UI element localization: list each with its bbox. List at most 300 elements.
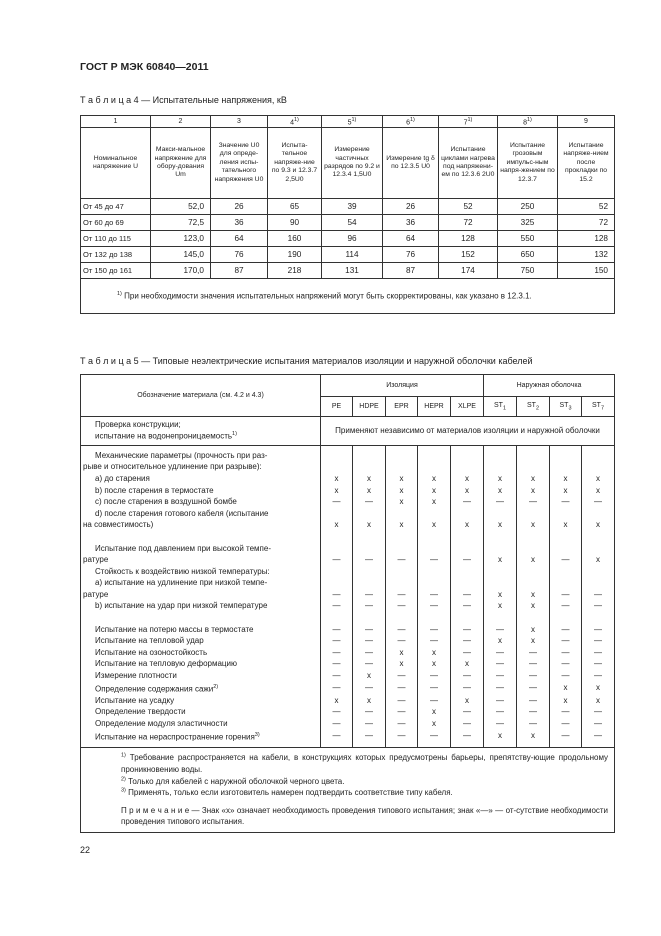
cell: 65: [268, 199, 322, 215]
cell: [321, 577, 353, 589]
test-label: a) до старения: [81, 473, 321, 485]
cell: 64: [383, 231, 439, 247]
cell: 145,0: [151, 247, 211, 263]
cell: x: [550, 519, 582, 531]
cell: 128: [439, 231, 498, 247]
cell: 132: [558, 247, 615, 263]
cell: —: [517, 706, 550, 718]
cell: —: [517, 670, 550, 682]
cell: —: [353, 718, 386, 730]
cell: 36: [383, 215, 439, 231]
cell: —: [353, 600, 386, 612]
cell: [353, 566, 386, 578]
cell: —: [418, 589, 451, 601]
table-row: [81, 682, 615, 695]
cell: [353, 508, 386, 520]
material-header: $ST_3$: [550, 397, 582, 417]
table-row: [81, 612, 615, 624]
row-label: От 150 до 161: [81, 263, 151, 279]
cell: [418, 543, 451, 555]
column-header: Значение U0 для опреде-ления испы-тательного напряжения U0: [211, 128, 268, 199]
cell: [451, 461, 484, 473]
column-header: Испыта-тельное напряже-ние по 9.3 и 12.3.7 2,5U0: [268, 128, 322, 199]
table-row: [81, 730, 615, 743]
test-voltages-table: [80, 115, 615, 314]
table-row: [81, 566, 615, 578]
cell: [451, 612, 484, 624]
col-number: 3: [211, 116, 268, 128]
cell: [418, 577, 451, 589]
cell: x: [418, 485, 451, 497]
material-column-header: Обозначение материала (см. 4.2 и 4.3): [81, 375, 321, 417]
cell: [418, 531, 451, 543]
cell: —: [451, 647, 484, 659]
table4-caption: Т а б л и ц а 4 — Испытательные напряжения, кВ: [80, 95, 287, 105]
cell: —: [484, 706, 517, 718]
cell: x: [321, 519, 353, 531]
cell: [484, 543, 517, 555]
cell: [418, 566, 451, 578]
cell: 650: [498, 247, 558, 263]
cell: —: [321, 589, 353, 601]
cell: x: [353, 473, 386, 485]
cell: —: [386, 682, 418, 695]
cell: x: [484, 473, 517, 485]
cell: x: [418, 706, 451, 718]
cell: —: [582, 600, 615, 612]
cell: —: [386, 600, 418, 612]
cell: 750: [498, 263, 558, 279]
table-row: [81, 496, 615, 508]
cell: 72,5: [151, 215, 211, 231]
cell: —: [353, 496, 386, 508]
cell: [550, 577, 582, 589]
material-header: HDPE: [353, 397, 386, 417]
cell: [550, 566, 582, 578]
cell: x: [321, 473, 353, 485]
cell: 87: [211, 263, 268, 279]
cell: —: [353, 682, 386, 695]
cell: —: [386, 635, 418, 647]
col-number: 8$^{1)}$: [498, 116, 558, 128]
cell: 72: [439, 215, 498, 231]
non-electrical-tests-table: [80, 374, 615, 833]
cell: —: [451, 718, 484, 730]
cell: —: [353, 647, 386, 659]
cell: —: [321, 706, 353, 718]
cell: 114: [322, 247, 383, 263]
cell: [353, 543, 386, 555]
cell: x: [353, 485, 386, 497]
table-row: [81, 199, 615, 215]
table-row: [81, 718, 615, 730]
cell: x: [418, 473, 451, 485]
cell: x: [386, 496, 418, 508]
cell: [321, 566, 353, 578]
cell: [484, 508, 517, 520]
test-label: c) после старения в воздушной бомбе: [81, 496, 321, 508]
design-check-note: Применяют независимо от материалов изоляции и наружной оболочки: [321, 417, 615, 446]
cell: 170,0: [151, 263, 211, 279]
cell: 54: [322, 215, 383, 231]
cell: —: [418, 554, 451, 566]
col-number: 2: [151, 116, 211, 128]
cell: x: [517, 589, 550, 601]
cell: x: [517, 473, 550, 485]
test-label: b) испытание на удар при низкой температуре: [81, 600, 321, 612]
table-row: [81, 485, 615, 497]
cell: [451, 531, 484, 543]
cell: —: [321, 635, 353, 647]
cell: x: [451, 658, 484, 670]
cell: x: [484, 600, 517, 612]
cell: —: [484, 647, 517, 659]
cell: —: [386, 624, 418, 636]
cell: [386, 577, 418, 589]
cell: —: [550, 554, 582, 566]
cell: x: [451, 473, 484, 485]
table-row: [81, 635, 615, 647]
cell: 218: [268, 263, 322, 279]
cell: x: [353, 519, 386, 531]
cell: x: [451, 695, 484, 707]
cell: [517, 531, 550, 543]
cell: x: [418, 496, 451, 508]
cell: —: [451, 682, 484, 695]
cell: —: [582, 496, 615, 508]
cell: x: [418, 718, 451, 730]
cell: —: [386, 718, 418, 730]
cell: —: [451, 730, 484, 743]
table-row: [81, 531, 615, 543]
cell: [418, 450, 451, 462]
cell: —: [550, 600, 582, 612]
cell: —: [484, 695, 517, 707]
insulation-group-header: Изоляция: [321, 375, 484, 397]
table-note: П р и м е ч а н и е — Знак «x» означает необходимость проведения типового испытания; знак «—» — от-сутствие необходимости проведения типового испытания.: [121, 805, 609, 827]
cell: —: [550, 647, 582, 659]
cell: —: [484, 496, 517, 508]
row-label: От 45 до 47: [81, 199, 151, 215]
test-label: Измерение плотности: [81, 670, 321, 682]
table-row: [81, 231, 615, 247]
cell: 150: [558, 263, 615, 279]
cell: x: [517, 624, 550, 636]
table-row: [81, 589, 615, 601]
cell: 76: [211, 247, 268, 263]
cell: [550, 461, 582, 473]
cell: 160: [268, 231, 322, 247]
cell: [321, 612, 353, 624]
cell: [484, 577, 517, 589]
cell: x: [550, 695, 582, 707]
cell: x: [582, 473, 615, 485]
cell: 52,0: [151, 199, 211, 215]
test-label: Стойкость к воздействию низкой температуры:: [81, 566, 321, 578]
cell: —: [517, 718, 550, 730]
cell: [451, 508, 484, 520]
material-header: PE: [321, 397, 353, 417]
cell: —: [386, 730, 418, 743]
cell: [517, 543, 550, 555]
cell: [484, 566, 517, 578]
cell: x: [582, 485, 615, 497]
cell: —: [484, 670, 517, 682]
cell: —: [386, 695, 418, 707]
test-label: Испытание на озоностойкость: [81, 647, 321, 659]
cell: [451, 577, 484, 589]
cell: —: [451, 635, 484, 647]
test-label: Определение содержания сажи$^{2)}$: [81, 682, 321, 695]
design-check-label: Проверка конструкции; испытание на водонепроницаемость$^{1)}$: [81, 417, 321, 446]
table5-caption: Т а б л и ц а 5 — Типовые неэлектрические испытания материалов изоляции и наружной оболочки кабелей: [80, 356, 533, 366]
table-row: [81, 543, 615, 555]
cell: [353, 531, 386, 543]
cell: —: [353, 589, 386, 601]
cell: 52: [439, 199, 498, 215]
cell: x: [386, 647, 418, 659]
cell: [550, 531, 582, 543]
cell: —: [582, 658, 615, 670]
test-label: Испытание под давлением при высокой темпе-: [81, 543, 321, 555]
cell: [321, 531, 353, 543]
col-number: 6$^{1)}$: [383, 116, 439, 128]
cell: —: [353, 635, 386, 647]
col-number: 1: [81, 116, 151, 128]
cell: —: [451, 706, 484, 718]
material-header: XLPE: [451, 397, 484, 417]
cell: —: [353, 658, 386, 670]
cell: —: [418, 730, 451, 743]
table-row: [81, 247, 615, 263]
test-label: [81, 612, 321, 624]
cell: —: [582, 589, 615, 601]
cell: [517, 566, 550, 578]
table-row: [81, 215, 615, 231]
cell: x: [484, 589, 517, 601]
cell: [484, 461, 517, 473]
cell: —: [418, 682, 451, 695]
table-row: [81, 508, 615, 520]
test-label: Испытание на усадку: [81, 695, 321, 707]
cell: x: [550, 473, 582, 485]
cell: [353, 577, 386, 589]
column-header: Измерение tg δ по 12.3.5 U0: [383, 128, 439, 199]
table-row: [81, 695, 615, 707]
column-header: Номинальное напряжение U: [81, 128, 151, 199]
cell: —: [582, 624, 615, 636]
column-header: Макси-мальное напряжение для обору-дования Um: [151, 128, 211, 199]
cell: x: [550, 485, 582, 497]
col-number: 9: [558, 116, 615, 128]
cell: 96: [322, 231, 383, 247]
cell: —: [484, 718, 517, 730]
cell: x: [582, 682, 615, 695]
table-row: [81, 647, 615, 659]
cell: x: [484, 554, 517, 566]
cell: [582, 450, 615, 462]
cell: —: [582, 635, 615, 647]
cell: [353, 450, 386, 462]
test-label: Определение твердости: [81, 706, 321, 718]
cell: x: [353, 670, 386, 682]
cell: —: [418, 635, 451, 647]
test-label: Испытание на нераспространение горения$^{3)}$: [81, 730, 321, 743]
cell: —: [550, 670, 582, 682]
row-label: От 132 до 138: [81, 247, 151, 263]
cell: 72: [558, 215, 615, 231]
cell: x: [582, 695, 615, 707]
cell: x: [517, 635, 550, 647]
cell: x: [582, 554, 615, 566]
test-label: ратуре: [81, 589, 321, 601]
cell: 152: [439, 247, 498, 263]
cell: [550, 543, 582, 555]
cell: —: [451, 554, 484, 566]
cell: —: [550, 718, 582, 730]
row-label: От 60 до 69: [81, 215, 151, 231]
cell: —: [582, 670, 615, 682]
cell: x: [484, 519, 517, 531]
cell: —: [321, 718, 353, 730]
cell: x: [386, 485, 418, 497]
cell: —: [517, 658, 550, 670]
cell: —: [386, 589, 418, 601]
footnote: $^{2)}$ Только для кабелей с наружной оболочкой черного цвета.: [121, 775, 345, 786]
cell: x: [582, 519, 615, 531]
cell: x: [484, 485, 517, 497]
cell: —: [582, 706, 615, 718]
footnote: $^{1)}$ Требование распространяется на кабели, в конструкциях которых предусмотрены барьеры, препятству-ющие продольному проникновению воды.: [121, 752, 609, 774]
cell: —: [353, 554, 386, 566]
table5-footnotes: [81, 748, 615, 833]
cell: —: [418, 624, 451, 636]
cell: —: [484, 658, 517, 670]
cell: —: [550, 496, 582, 508]
table-row: [81, 600, 615, 612]
page-number: 22: [80, 845, 91, 855]
cell: 76: [383, 247, 439, 263]
cell: 174: [439, 263, 498, 279]
cell: 87: [383, 263, 439, 279]
cell: —: [386, 554, 418, 566]
cell: [517, 612, 550, 624]
test-label: Испытание на тепловую деформацию: [81, 658, 321, 670]
cell: x: [451, 519, 484, 531]
cell: x: [321, 485, 353, 497]
cell: —: [321, 600, 353, 612]
cell: [451, 566, 484, 578]
test-label: рыве и относительное удлинение при разрыве):: [81, 461, 321, 473]
cell: —: [582, 647, 615, 659]
cell: [386, 461, 418, 473]
table-row: [81, 624, 615, 636]
cell: —: [353, 706, 386, 718]
cell: x: [386, 519, 418, 531]
test-label: Испытание на потерю массы в термостате: [81, 624, 321, 636]
cell: [321, 508, 353, 520]
cell: 131: [322, 263, 383, 279]
cell: 26: [383, 199, 439, 215]
cell: —: [321, 624, 353, 636]
cell: —: [321, 682, 353, 695]
cell: x: [550, 682, 582, 695]
cell: [386, 612, 418, 624]
document-header: ГОСТ Р МЭК 60840—2011: [80, 61, 209, 73]
cell: —: [550, 730, 582, 743]
table4-footnote: $^{1)}$ При необходимости значения испытательных напряжений могут быть скорректированы, как указано в 12.3.1.: [81, 279, 615, 314]
cell: [484, 450, 517, 462]
cell: —: [321, 554, 353, 566]
cell: [418, 461, 451, 473]
cell: x: [418, 658, 451, 670]
cell: x: [321, 695, 353, 707]
cell: [451, 543, 484, 555]
table-row: [81, 450, 615, 462]
cell: x: [386, 473, 418, 485]
cell: 36: [211, 215, 268, 231]
table-row: [81, 519, 615, 531]
cell: 90: [268, 215, 322, 231]
cell: [484, 531, 517, 543]
cell: [386, 543, 418, 555]
cell: [451, 450, 484, 462]
cell: [550, 612, 582, 624]
cell: x: [484, 635, 517, 647]
cell: [386, 450, 418, 462]
table-row: [81, 577, 615, 589]
material-header: $ST_1$: [484, 397, 517, 417]
cell: —: [451, 600, 484, 612]
cell: —: [418, 695, 451, 707]
test-label: Испытание на тепловой удар: [81, 635, 321, 647]
cell: —: [386, 670, 418, 682]
row-label: От 110 до 115: [81, 231, 151, 247]
cell: —: [451, 670, 484, 682]
cell: [353, 461, 386, 473]
col-number: 4$^{1)}$: [268, 116, 322, 128]
cell: 39: [322, 199, 383, 215]
cell: —: [353, 730, 386, 743]
cell: 26: [211, 199, 268, 215]
test-label: Механические параметры (прочность при раз-: [81, 450, 321, 462]
cell: [582, 461, 615, 473]
cell: x: [418, 647, 451, 659]
cell: —: [418, 600, 451, 612]
cell: x: [517, 485, 550, 497]
cell: x: [418, 519, 451, 531]
cell: —: [386, 706, 418, 718]
cell: —: [550, 624, 582, 636]
cell: [582, 577, 615, 589]
cell: —: [550, 706, 582, 718]
table-row: [81, 706, 615, 718]
cell: —: [550, 658, 582, 670]
cell: —: [451, 496, 484, 508]
cell: 52: [558, 199, 615, 215]
cell: [418, 508, 451, 520]
cell: [582, 531, 615, 543]
cell: [550, 450, 582, 462]
test-label: d) после старения готового кабеля (испытание: [81, 508, 321, 520]
cell: [550, 508, 582, 520]
cell: —: [321, 496, 353, 508]
cell: [582, 543, 615, 555]
column-header: Испытание грозовым импульс-ным напря-жением по 12.3.7: [498, 128, 558, 199]
cell: —: [550, 635, 582, 647]
test-label: [81, 531, 321, 543]
cell: 128: [558, 231, 615, 247]
